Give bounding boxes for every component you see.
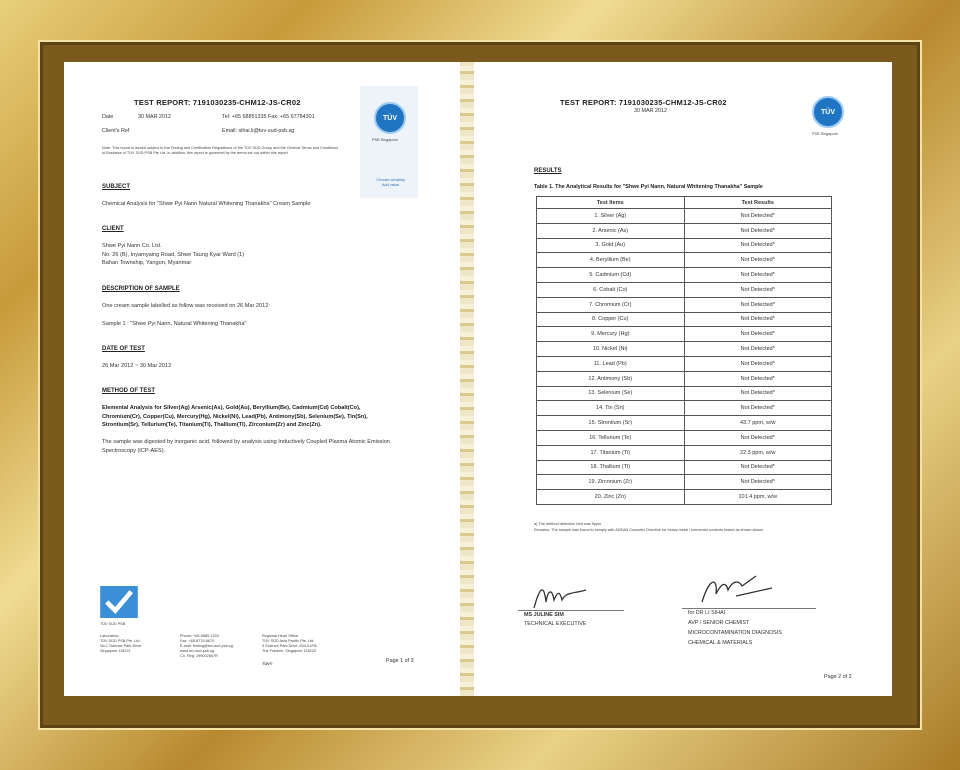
table-row xyxy=(537,268,832,283)
description-text: One cream sample labelled as follow was received on 26 Mar 2012: xyxy=(102,303,270,309)
page-number: Page 1 of 3 xyxy=(386,658,414,664)
date-label: Date xyxy=(102,114,114,120)
test-result-cell: 101.4 ppm, w/w xyxy=(684,490,832,505)
table-row xyxy=(537,342,832,357)
signature-1-line xyxy=(518,610,624,611)
table-row xyxy=(537,282,832,297)
table-row xyxy=(537,327,832,342)
signatory-2-name: for DR LI SIHAI xyxy=(688,610,726,616)
test-item-cell: 1. Silver (Ag) xyxy=(537,209,685,224)
test-result-cell: Not Detected* xyxy=(684,253,832,268)
report-title: TEST REPORT: 7191030235-CHM12-JS-CR02 xyxy=(134,98,301,107)
test-result-cell: Not Detected* xyxy=(684,282,832,297)
subject-text: Chemical Analysis for "Shwe Pyi Nann Natural Whitening Thanakha" Cream Sample xyxy=(102,201,311,207)
table-row xyxy=(537,490,832,505)
report-title: TEST REPORT: 7191030235-CHM12-JS-CR02 xyxy=(560,98,727,107)
test-item-cell: 16. Tellurium (Te) xyxy=(537,430,685,445)
tuv-logo-icon: TÜV xyxy=(812,96,844,128)
table-row xyxy=(537,475,832,490)
test-item-cell: 19. Zirconium (Zr) xyxy=(537,475,685,490)
test-result-cell: Not Detected* xyxy=(684,238,832,253)
test-result-cell: Not Detected* xyxy=(684,209,832,224)
table-row xyxy=(537,371,832,386)
table-row xyxy=(537,238,832,253)
test-item-cell: 4. Beryllium (Be) xyxy=(537,253,685,268)
table-row xyxy=(537,460,832,475)
col-test-items: Test Items xyxy=(537,197,685,209)
table-row xyxy=(537,416,832,431)
table-row xyxy=(537,253,832,268)
test-result-cell: Not Detected* xyxy=(684,312,832,327)
footer-laboratory: Laboratory: TÜV SÜD PSB Pte. Ltd. No.1 Science Park Drive Singapore 118221 xyxy=(100,634,142,653)
signature-1-icon xyxy=(530,580,590,612)
signature-2-icon xyxy=(696,572,776,608)
subject-heading: SUBJECT xyxy=(102,184,131,190)
table-row xyxy=(537,356,832,371)
signatory-2-title-2: MICROCONTAMINATION DIAGNOSIS xyxy=(688,630,782,636)
tel-fax: Tel: +65 68851335 Fax: +65 67784301 xyxy=(222,114,315,120)
test-item-cell: 10. Nickel (Ni) xyxy=(537,342,685,357)
results-table xyxy=(536,196,832,505)
table-row xyxy=(537,312,832,327)
method-heading: METHOD OF TEST xyxy=(102,388,155,394)
clients-ref-label: Client's Ref xyxy=(102,128,130,134)
test-item-cell: 14. Tin (Sn) xyxy=(537,401,685,416)
email: Email: sihai.li@tuv-sud-psb.sg xyxy=(222,128,295,134)
sample-text: Sample 1 : "Shwe Pyi Nann, Natural Whitening Thanakha" xyxy=(102,321,247,327)
signatory-2-title-3: CHEMICAL & MATERIALS xyxy=(688,640,753,646)
table-row xyxy=(537,209,832,224)
date-of-test-text: 26 Mar 2012 ~ 30 Mar 2012 xyxy=(102,363,172,369)
test-result-cell: Not Detected* xyxy=(684,371,832,386)
test-result-cell: Not Detected* xyxy=(684,386,832,401)
footnote: a) The method detection limit was 5ppm. xyxy=(534,522,603,526)
test-result-cell: Not Detected* xyxy=(684,460,832,475)
tagline: Choose certainty. Add value. xyxy=(376,178,406,187)
table-row xyxy=(537,386,832,401)
date-of-test-heading: DATE OF TEST xyxy=(102,346,145,352)
signatory-1-name: MS JULINE SIM xyxy=(524,612,564,618)
client-heading: CLIENT xyxy=(102,226,124,232)
footer-head-office: Regional Head Office: TÜV SÜD Asia Pacific Pte. Ltd. 3 Science Park Drive, #04-01/05 The Franklin, Singapore 118223 xyxy=(262,634,317,653)
logo-caption: PSB Singapore xyxy=(372,138,398,142)
footer-contact: Phone: +65-6885 1333 Fax: +65-6776 8670 E-mail: testing@tuv-sud-psb.sg www.tuv-sud-psb.sg Co. Reg: 199002667R xyxy=(180,634,233,658)
report-page-2 xyxy=(474,62,892,696)
report-page-1 xyxy=(64,62,460,696)
test-item-cell: 5. Cadmium (Cd) xyxy=(537,268,685,283)
test-item-cell: 15. Strontium (Sr) xyxy=(537,416,685,431)
test-item-cell: 2. Arsenic (As) xyxy=(537,223,685,238)
table-caption: Table 1. The Analytical Results for "Shwe Pyi Nann, Natural Whitening Thanakha" Sample xyxy=(534,184,763,190)
signatory-2-title-1: AVP / SENIOR CHEMIST xyxy=(688,620,750,626)
test-result-cell: 22.3 ppm, w/w xyxy=(684,445,832,460)
signature-2-line xyxy=(682,608,816,609)
table-header-row xyxy=(537,197,832,209)
test-item-cell: 13. Selenium (Se) xyxy=(537,386,685,401)
test-result-cell: Not Detected* xyxy=(684,268,832,283)
test-item-cell: 6. Cobalt (Co) xyxy=(537,282,685,297)
test-item-cell: 18. Thallium (Tl) xyxy=(537,460,685,475)
test-item-cell: 11. Lead (Pb) xyxy=(537,356,685,371)
test-result-cell: Not Detected* xyxy=(684,327,832,342)
test-item-cell: 8. Copper (Cu) xyxy=(537,312,685,327)
test-result-cell: Not Detected* xyxy=(684,430,832,445)
method-elements: Elemental Analysis for Silver(Ag) Arsenic(As), Gold(Au), Beryllium(Be), Cadmium(Cd) Cobalt(Co), Chromium(Cr), Copper(Cu), Mercury(Hg), Nickel(Ni), Lead(Pb), Antimony(Sb), Selenium(Se), Tin(Sn), Strontium(Sr), Tellurium(Te), Titanium(Ti), Thallium(Tl), Zirconium(Zr) and Zinc(Zn). xyxy=(102,405,368,429)
page-number: Page 2 of 2 xyxy=(824,674,852,680)
signatory-1-title: TECHNICAL EXECUTIVE xyxy=(524,621,587,627)
test-item-cell: 9. Mercury (Hg) xyxy=(537,327,685,342)
test-result-cell: Not Detected* xyxy=(684,401,832,416)
logo-caption: PSB Singapore xyxy=(812,132,838,136)
test-result-cell: Not Detected* xyxy=(684,297,832,312)
footer-logo-caption: TÜV SÜD PSB xyxy=(100,622,126,626)
test-item-cell: 20. Zinc (Zn) xyxy=(537,490,685,505)
test-item-cell: 3. Gold (Au) xyxy=(537,238,685,253)
test-item-cell: 7. Chromium (Cr) xyxy=(537,297,685,312)
remarks: Remarks: The sample was found to comply with ASEAN Cosmetic Directive for heavy metal / elemental contents tested as shown above. xyxy=(534,528,764,532)
footer-tuv-mark: TÜV® xyxy=(262,662,273,666)
results-heading: RESULTS xyxy=(534,168,562,174)
tuv-logo-icon: TÜV xyxy=(374,102,406,134)
test-result-cell: 43.7 ppm, w/w xyxy=(684,416,832,431)
table-row xyxy=(537,223,832,238)
test-item-cell: 12. Antimony (Sb) xyxy=(537,371,685,386)
table-row xyxy=(537,401,832,416)
date-value: 30 MAR 2012 xyxy=(138,114,171,120)
test-result-cell: Not Detected* xyxy=(684,342,832,357)
terms-note: Note: This report is issued subject to the Testing and Certification Regulations of the TÜV SÜD Group and the General Terms and Conditions of Business of TÜV SÜD PSB Pte Ltd. In addition, this report is governed by the terms set out within this report. xyxy=(102,146,339,155)
client-text: Shwe Pyi Nann Co. Ltd. No. 26 (B), Inyamyaing Road, Shwe Taung Kyar Ward (1) Bahan Township, Yangon, Myanmar xyxy=(102,243,245,267)
table-row xyxy=(537,445,832,460)
method-text: The sample was digested by inorganic acid, followed by analysis using Inductively Coupled Plasma Atomic Emission Spectroscopy (ICP-AES). xyxy=(102,439,390,454)
test-result-cell: Not Detected* xyxy=(684,223,832,238)
test-result-cell: Not Detected* xyxy=(684,356,832,371)
col-test-results: Test Results xyxy=(684,197,832,209)
description-heading: DESCRIPTION OF SAMPLE xyxy=(102,286,180,292)
test-result-cell: Not Detected* xyxy=(684,475,832,490)
check-mark-logo-icon xyxy=(100,586,138,618)
test-item-cell: 17. Titanium (Ti) xyxy=(537,445,685,460)
frame-divider xyxy=(460,62,474,696)
table-row xyxy=(537,430,832,445)
table-row xyxy=(537,297,832,312)
date-value: 30 MAR 2012 xyxy=(634,108,667,114)
